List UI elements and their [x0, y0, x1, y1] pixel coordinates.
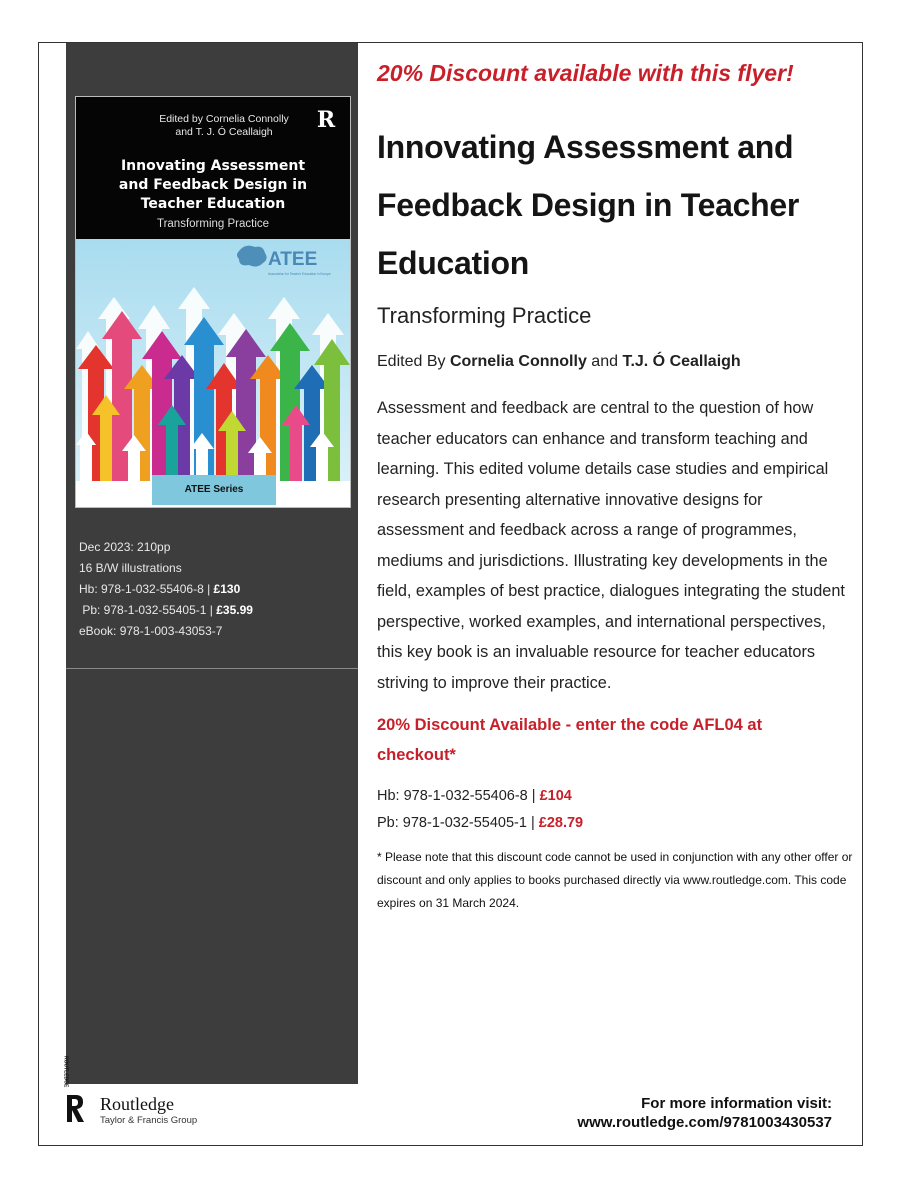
- discount-hb-line: [377, 783, 583, 810]
- editor-1: Cornelia Connolly: [449, 353, 587, 370]
- discount-hb-isbn: Hb: 978-1-032-55406-8 |: [377, 788, 540, 804]
- editor-2: T.J. Ó Ceallaigh: [622, 353, 741, 370]
- editors-and: and: [586, 353, 623, 370]
- cover-title-line2: and Feedback Design in: [118, 177, 308, 193]
- brand-vertical-text: ROUTLEDGE: [62, 1056, 69, 1088]
- more-info: [577, 1094, 832, 1132]
- pb-isbn: Pb: 978-1-032-55405-1 |: [79, 603, 217, 617]
- ebook-isbn: eBook: 978-1-003-43053-7: [79, 624, 223, 638]
- cover-title: [76, 157, 350, 214]
- discount-prices: [377, 783, 583, 837]
- routledge-logo-icon: R: [316, 107, 336, 133]
- routledge-brand: [62, 1056, 244, 1132]
- hb-isbn: Hb: 978-1-032-55406-8 |: [79, 582, 214, 596]
- cover-header: [76, 97, 350, 239]
- book-details: [79, 537, 253, 642]
- edited-by-label: Edited By: [377, 353, 450, 370]
- cover-arrows-illustration: [76, 239, 350, 481]
- book-subtitle: Transforming Practice: [377, 303, 592, 328]
- atee-wordmark: ATEE: [268, 249, 318, 270]
- book-cover: [75, 96, 351, 508]
- pb-line: [79, 600, 253, 621]
- book-description: Assessment and feedback are central to the question of how teacher educators can enhance and transform teaching and learning. This edited volume details case studies and empirical research presenting alternative innovative designs for assessment and feedback across a range of programmes, mediums and jurisdictions. Illustrating key developments in the field, examples of best practice, dialogues integrating the student perspective, worked examples, and international perspectives, this key book is an invaluable resource for teacher educators striving to improve their practice.: [377, 399, 845, 692]
- more-info-url[interactable]: www.routledge.com/9781003430537: [577, 1114, 832, 1131]
- details-divider: [66, 668, 358, 669]
- discount-code-notice: 20% Discount Available - enter the code AFL04 at checkout*: [377, 716, 763, 764]
- cover-series-band: ATEE Series: [152, 475, 276, 505]
- brand-subtitle: Taylor & Francis Group: [100, 1115, 198, 1126]
- hb-price: £130: [213, 582, 241, 596]
- editors-line: [377, 353, 741, 371]
- atee-tagline: Association for Teacher Education in Europe: [268, 272, 331, 276]
- more-info-label: For more information visit:: [641, 1095, 832, 1112]
- discount-footnote: * Please note that this discount code cannot be used in conjunction with any other offer or discount and only applies to books purchased directly via www.routledge.com. This code expires on 31 March 2024.: [377, 850, 853, 910]
- cover-editors: [134, 113, 314, 139]
- pub-date-pages: Dec 2023: 210pp: [79, 540, 171, 554]
- brain-icon: [237, 246, 267, 267]
- routledge-r-icon: [62, 1056, 86, 1132]
- pb-price: £35.99: [216, 603, 253, 617]
- book-title: Innovating Assessment and Feedback Design in Teacher Education: [377, 129, 799, 281]
- illustrations-count: 16 B/W illustrations: [79, 561, 182, 575]
- cover-subtitle: Transforming Practice: [156, 218, 270, 230]
- discount-hb-price: £104: [539, 788, 572, 804]
- cover-title-line3: Teacher Education: [140, 196, 286, 212]
- discount-pb-line: [377, 810, 583, 837]
- discount-pb-isbn: Pb: 978-1-032-55405-1 |: [377, 815, 539, 831]
- cover-title-line1: Innovating Assessment: [120, 158, 306, 174]
- hb-line: [79, 579, 253, 600]
- cover-editors-line1: Edited by Cornelia Connolly: [159, 113, 289, 125]
- cover-editors-line2: and T. J. Ó Ceallaigh: [175, 126, 273, 138]
- discount-banner: 20% Discount available with this flyer!: [377, 60, 794, 86]
- brand-name: Routledge: [100, 1094, 174, 1114]
- discount-pb-price: £28.79: [538, 815, 584, 831]
